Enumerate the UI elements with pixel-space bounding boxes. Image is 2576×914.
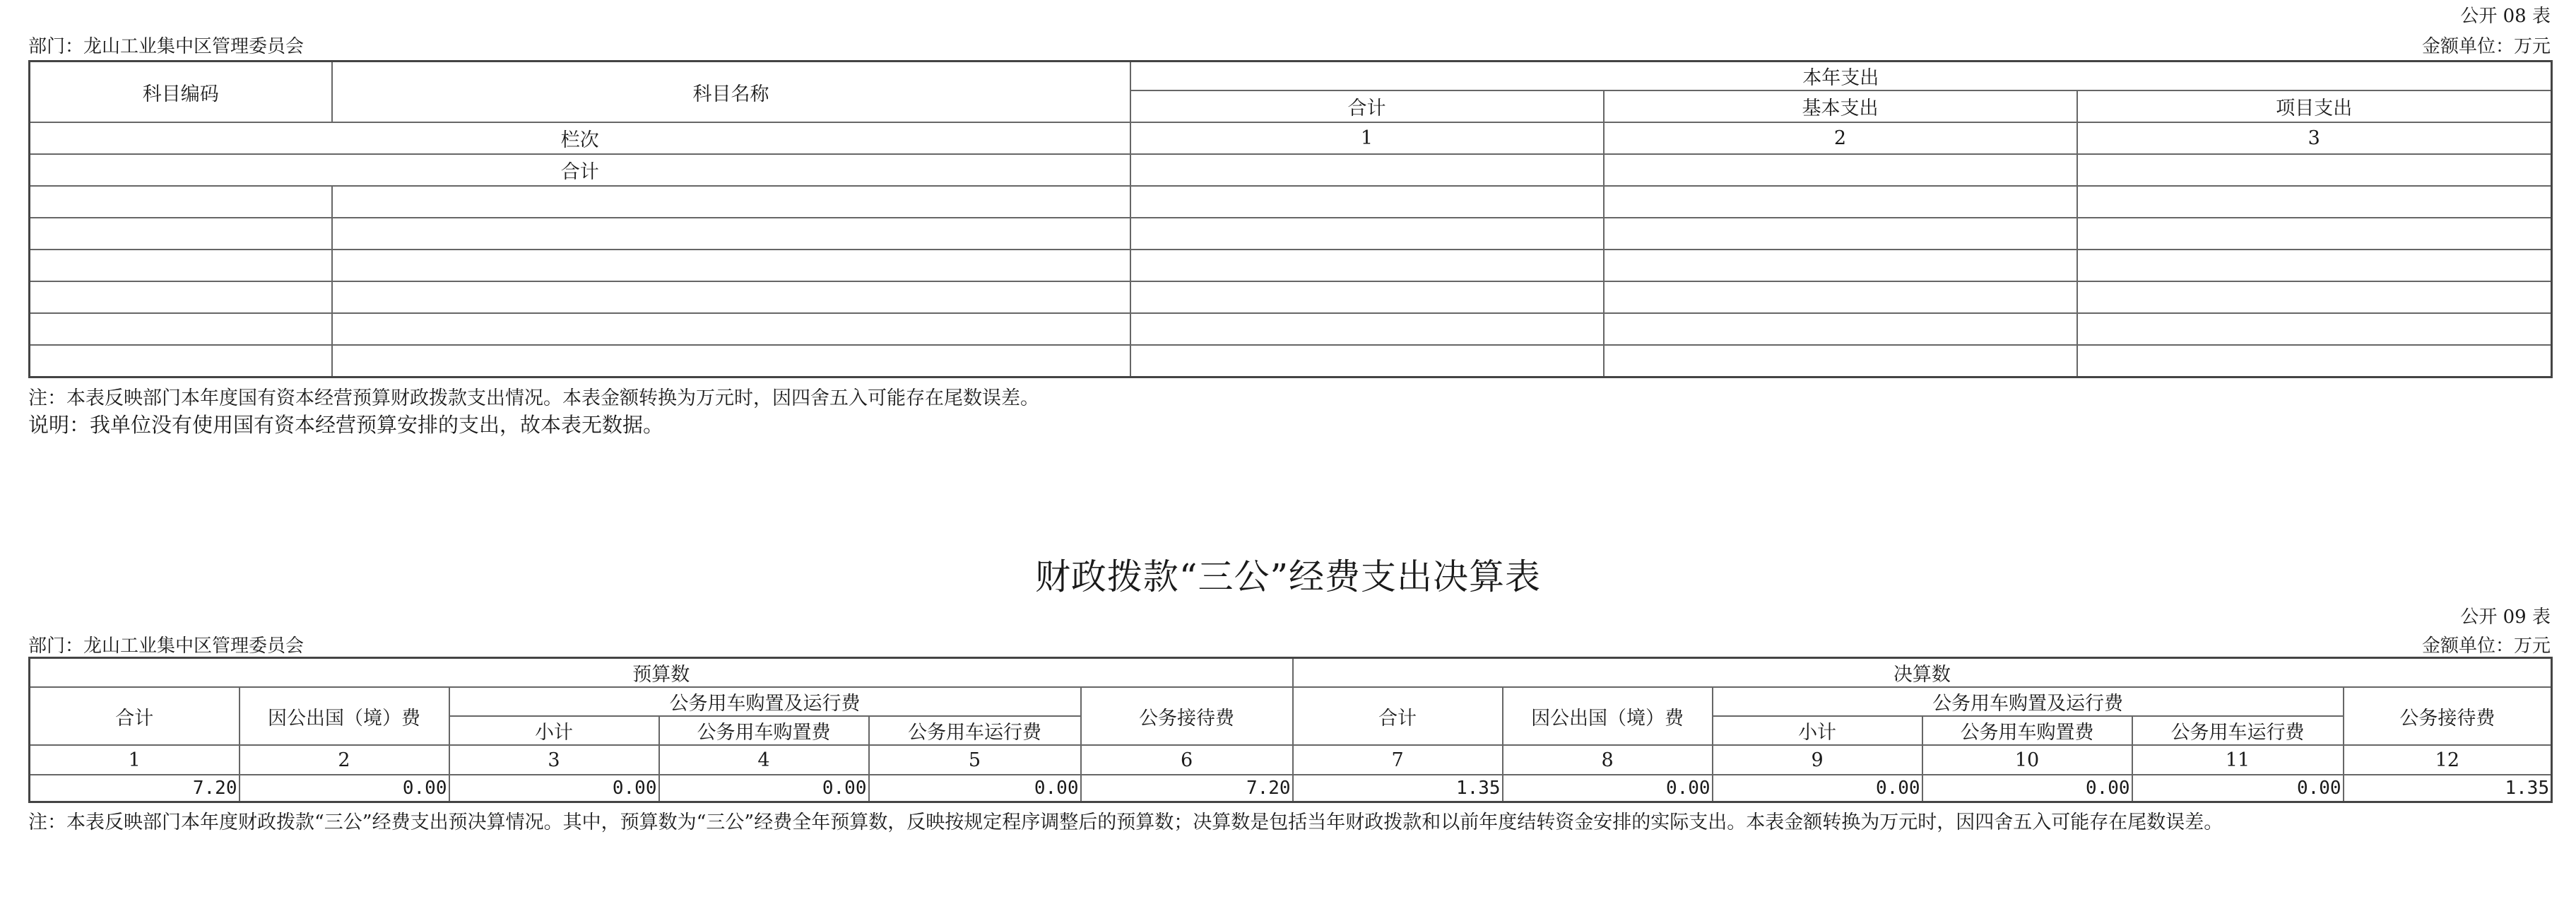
- index-cell: 3: [2077, 122, 2552, 154]
- value-cell: 0.00: [659, 775, 869, 802]
- value-cell: 0.00: [240, 775, 449, 802]
- index-cell: 9: [1713, 745, 1922, 775]
- header-subject-name: 科目名称: [332, 61, 1130, 123]
- header-final-accounts: 决算数: [1293, 658, 2552, 688]
- unit-label: 金额单位：万元: [2421, 635, 2551, 657]
- index-cell: 11: [2132, 745, 2344, 775]
- table-row: [30, 250, 2552, 281]
- value-cell: 0.00: [2132, 775, 2344, 802]
- header-subject-code: 科目编码: [30, 61, 332, 123]
- table-09-note: 注：本表反映部门本年度财政拨款“三公”经费支出预决算情况。其中，预算数为“三公”经费全年预算数，反映按规定程序调整后的预算数；决算数是包括当年财政拨款和以前年度结转资金安排的实际支出。本表金额转换为万元时，因四舍五入可能存在尾数误差。: [28, 812, 2223, 833]
- table-09: [28, 657, 2553, 803]
- index-cell: 8: [1503, 745, 1713, 775]
- index-cell: 4: [659, 745, 869, 775]
- department-label: 部门：龙山工业集中区管理委员会: [28, 36, 305, 57]
- index-cell: 6: [1081, 745, 1293, 775]
- table-08-note: 注：本表反映部门本年度国有资本经营预算财政拨款支出情况。本表金额转换为万元时，因四舍五入可能存在尾数误差。: [28, 387, 1039, 409]
- header-subtotal: 小计: [1713, 716, 1922, 745]
- index-cell: 7: [1293, 745, 1503, 775]
- value-cell: 7.20: [1081, 775, 1293, 802]
- row-index-label: 栏次: [30, 122, 1130, 154]
- value-cell: 1.35: [1293, 775, 1503, 802]
- index-cell: 1: [30, 745, 240, 775]
- index-cell: 12: [2344, 745, 2552, 775]
- table-code: 公开 09 表: [2460, 607, 2551, 628]
- header-official-car: 公务用车购置及运行费: [449, 687, 1081, 716]
- header-reception: 公务接待费: [1081, 687, 1293, 745]
- table-08: [28, 60, 2553, 378]
- table-row: [30, 281, 2552, 313]
- header-overseas-travel: 因公出国（境）费: [240, 687, 449, 745]
- header-project-expenditure: 项目支出: [2077, 90, 2552, 122]
- value-cell: 0.00: [1713, 775, 1922, 802]
- header-budget: 预算数: [30, 658, 1293, 688]
- table-row: [30, 186, 2552, 218]
- header-total: 合计: [1293, 687, 1503, 745]
- table-row: [30, 775, 2552, 802]
- header-total: 合计: [30, 687, 240, 745]
- value-cell: 7.20: [30, 775, 240, 802]
- unit-label: 金额单位：万元: [2421, 36, 2551, 57]
- value-cell: 1.35: [2344, 775, 2552, 802]
- value-cell: 0.00: [869, 775, 1081, 802]
- header-car-operation: 公务用车运行费: [869, 716, 1081, 745]
- index-cell: 3: [449, 745, 659, 775]
- total-row-label: 合计: [30, 154, 1130, 186]
- header-car-purchase: 公务用车购置费: [1922, 716, 2132, 745]
- index-cell: 2: [240, 745, 449, 775]
- value-cell: 0.00: [1922, 775, 2132, 802]
- header-reception: 公务接待费: [2344, 687, 2552, 745]
- total-cell: [1130, 154, 1604, 186]
- header-car-operation: 公务用车运行费: [2132, 716, 2344, 745]
- value-cell: 0.00: [1503, 775, 1713, 802]
- header-overseas-travel: 因公出国（境）费: [1503, 687, 1713, 745]
- total-cell: [2077, 154, 2552, 186]
- table-row: [30, 345, 2552, 377]
- table-code: 公开 08 表: [2460, 6, 2551, 27]
- header-current-year-expenditure: 本年支出: [1130, 61, 2552, 91]
- index-cell: 1: [1130, 122, 1604, 154]
- index-cell: 2: [1604, 122, 2077, 154]
- index-cell: 10: [1922, 745, 2132, 775]
- header-total: 合计: [1130, 90, 1604, 122]
- index-cell: 5: [869, 745, 1081, 775]
- header-official-car: 公务用车购置及运行费: [1713, 687, 2344, 716]
- total-cell: [1604, 154, 2077, 186]
- table-08-remark: 说明：我单位没有使用国有资本经营预算安排的支出，故本表无数据。: [28, 413, 664, 437]
- table-row: [30, 313, 2552, 345]
- header-basic-expenditure: 基本支出: [1604, 90, 2077, 122]
- header-subtotal: 小计: [449, 716, 659, 745]
- value-cell: 0.00: [449, 775, 659, 802]
- department-label: 部门：龙山工业集中区管理委员会: [28, 635, 305, 657]
- page-title: 财政拨款“三公”经费支出决算表: [1034, 556, 1542, 597]
- table-row: [30, 218, 2552, 250]
- header-car-purchase: 公务用车购置费: [659, 716, 869, 745]
